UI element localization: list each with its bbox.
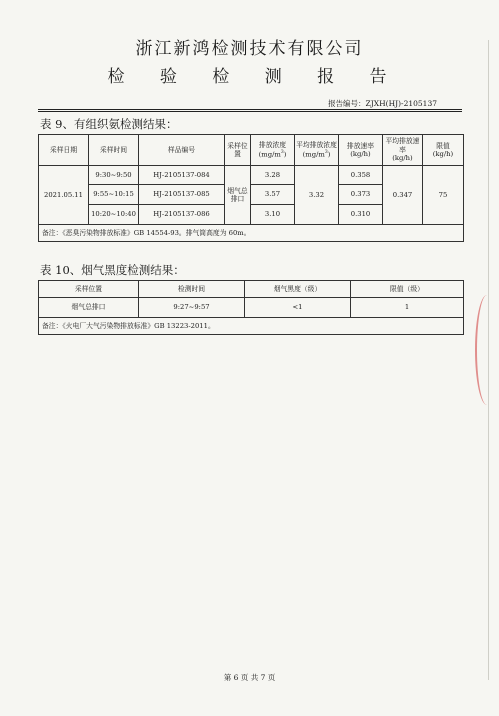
header-avg-conc-unit-sup: 3 [324,149,328,155]
header-conc-unit-pre: (mg/m [258,150,281,159]
table9-header-row [39,135,464,166]
cell-time: 9:55~10:15 [89,185,139,205]
cell-location: 烟气总排口 [39,298,139,318]
report-number: 报告编号：ZJXH(HJ)-2105137 [328,99,437,108]
table9-note: 备注：《恶臭污染物排放标准》GB 14554-93。排气筒高度为 60m。 [39,225,464,242]
table10-title: 表 10、烟气黑度检测结果： [40,263,185,277]
header-avg-rate-unit: (kg/h) [392,154,413,163]
cell-rate: 0.310 [339,205,383,225]
header-location: 采样位置 [225,135,251,166]
header-time: 检测时间 [139,281,245,298]
blackness-results-table [38,280,464,335]
header-sample-no: 样品编号 [139,135,225,166]
cell-rate: 0.358 [339,166,383,185]
table9-note-row [39,225,464,242]
header-rule-top [38,109,462,110]
company-name: 浙江新鸿检测技术有限公司 [135,39,364,59]
header-avg-conc [295,135,339,166]
cell-sample-no: HJ-2105137-085 [139,185,225,205]
cell-conc: 3.28 [251,166,295,185]
header-date: 采样日期 [39,135,89,166]
header-conc-unit-sup: 3 [280,149,284,155]
cell-location: 烟气总排口 [225,166,251,225]
cell-time: 9:27~9:57 [139,298,245,318]
table10-header-row [39,281,464,298]
header-rate-label: 排放速率 [346,141,375,150]
cell-avg-rate: 0.347 [383,166,423,225]
table10-note: 备注：《火电厂大气污染物排放标准》GB 13223-2011。 [39,318,464,335]
header-rate-unit: (kg/h) [350,150,371,158]
header-avg-conc-label: 平均排放浓度 [296,141,337,150]
header-avg-conc-unit-pre: (mg/m [302,150,325,159]
cell-time: 9:30~9:50 [89,166,139,185]
header-avg-rate [383,135,423,166]
cell-avg-conc: 3.32 [295,166,339,225]
cell-sample-no: HJ-2105137-084 [139,166,225,185]
report-title: 检 验 检 测 报 告 [107,67,402,87]
table10-note-row [39,318,464,335]
cell-conc: 3.57 [251,185,295,205]
cell-rate: 0.373 [339,185,383,205]
cell-time: 10:20~10:40 [89,205,139,225]
ammonia-results-table [38,134,464,242]
header-limit: 限值（级） [351,281,464,298]
header-conc [251,135,295,166]
cell-blackness: <1 [245,298,351,318]
table-row [39,298,464,318]
header-rate [339,135,383,166]
header-avg-rate-label: 平均排放速率 [385,137,420,154]
table-row [39,166,464,185]
cell-date: 2021.05.11 [39,166,89,225]
header-limit-label: 限值 [436,141,450,150]
table9-title: 表 9、有组织氨检测结果： [40,117,178,131]
header-location: 采样位置 [39,281,139,298]
header-time: 采样时间 [89,135,139,166]
seal-stamp-fragment [475,295,499,405]
header-avg-conc-unit-post: ) [327,150,331,159]
header-blackness: 烟气黑度（级） [245,281,351,298]
header-limit-unit: (kg/h) [432,150,454,158]
header-limit [423,135,464,166]
page-number: 第 6 页 共 7 页 [223,673,276,682]
cell-sample-no: HJ-2105137-086 [139,205,225,225]
cell-limit: 1 [351,298,464,318]
cell-limit: 75 [423,166,464,225]
header-rule-bottom [38,111,462,112]
header-conc-label: 排放浓度 [258,141,287,150]
header-conc-unit-post: ) [283,150,287,159]
cell-conc: 3.10 [251,205,295,225]
